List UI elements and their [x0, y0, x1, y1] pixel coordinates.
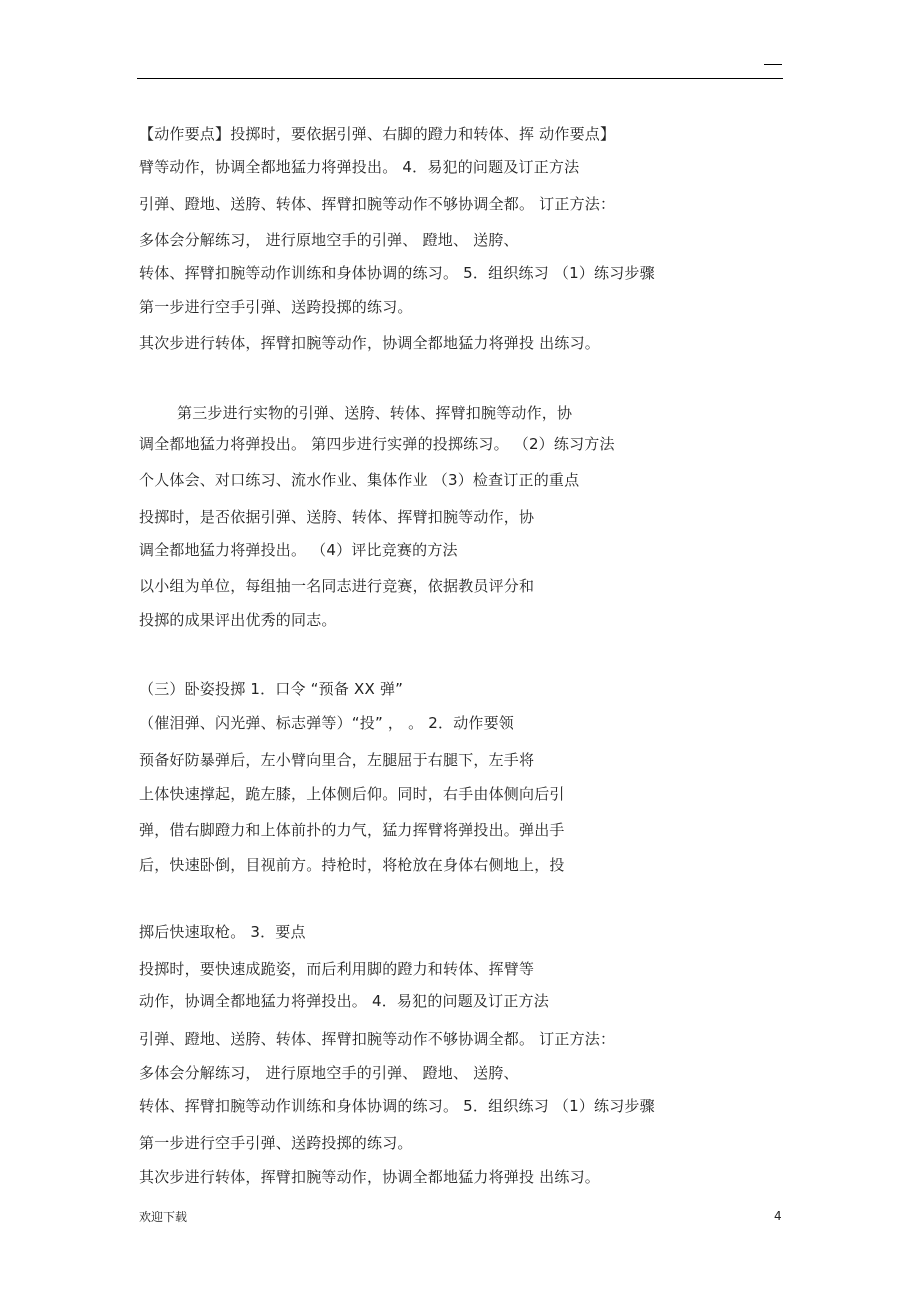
text-line: 个人体会、对口练习、流水作业、集体作业 （3）检查订正的重点 — [139, 471, 580, 489]
text-line: 引弹、蹬地、送胯、转体、挥臂扣腕等动作不够协调全都。 订正方法： — [139, 195, 616, 213]
text-line: 【动作要点】投掷时，要依据引弹、右脚的蹬力和转体、挥 动作要点】 — [139, 125, 616, 143]
text-line: 多体会分解练习， 进行原地空手的引弹、 蹬地、 送胯、 — [139, 1064, 519, 1082]
header-dash — [764, 64, 782, 65]
text-line: 第一步进行空手引弹、送跨投掷的练习。 — [139, 1134, 413, 1152]
footer-download-text: 欢迎下载 — [139, 1210, 188, 1224]
text-line: 调全都地猛力将弹投出。 第四步进行实弹的投掷练习。 （2）练习方法 — [139, 435, 615, 453]
header-rule — [137, 78, 783, 79]
text-line: 预备好防暴弹后，左小臂向里合，左腿屈于右腿下，左手将 — [139, 751, 535, 769]
text-line: 其次步进行转体，挥臂扣腕等动作，协调全都地猛力将弹投 出练习。 — [139, 334, 600, 352]
text-line: 投掷的成果评出优秀的同志。 — [139, 611, 337, 629]
text-line: 其次步进行转体，挥臂扣腕等动作，协调全都地猛力将弹投 出练习。 — [139, 1168, 600, 1186]
text-line: 掷后快速取枪。 3．要点 — [139, 923, 306, 941]
text-line: 第一步进行空手引弹、送跨投掷的练习。 — [139, 298, 413, 316]
text-line: 弹，借右脚蹬力和上体前扑的力气，猛力挥臂将弹投出。弹出手 — [139, 821, 565, 839]
text-line: 上体快速撑起，跪左膝，上体侧后仰。同时，右手由体侧向后引 — [139, 785, 565, 803]
text-line: 动作，协调全都地猛力将弹投出。 4．易犯的问题及订正方法 — [139, 992, 549, 1010]
text-line: 投掷时，要快速成跪姿，而后利用脚的蹬力和转体、挥臂等 — [139, 960, 535, 978]
text-line: 投掷时，是否依据引弹、送胯、转体、挥臂扣腕等动作，协 — [139, 508, 535, 526]
section-heading: （三）卧姿投掷 1．口令 “预备 XX 弹” — [139, 680, 404, 698]
text-line: 引弹、蹬地、送胯、转体、挥臂扣腕等动作不够协调全都。 订正方法： — [139, 1030, 616, 1048]
text-line: 臂等动作，协调全都地猛力将弹投出。 4．易犯的问题及订正方法 — [139, 158, 580, 176]
text-line: 以小组为单位，每组抽一名同志进行竞赛，依据教员评分和 — [139, 577, 535, 595]
text-line: 多体会分解练习， 进行原地空手的引弹、 蹬地、 送胯、 — [139, 231, 519, 249]
page-number: 4 — [774, 1209, 782, 1223]
text-line: 后，快速卧倒，目视前方。持枪时，将枪放在身体右侧地上，投 — [139, 856, 565, 874]
text-line: 转体、挥臂扣腕等动作训练和身体协调的练习。 5．组织练习 （1）练习步骤 — [139, 264, 655, 282]
text-line: 调全都地猛力将弹投出。 （4）评比竞赛的方法 — [139, 541, 458, 559]
text-line: 第三步进行实物的引弹、送胯、转体、挥臂扣腕等动作，协 — [177, 404, 573, 422]
text-line: （催泪弹、闪光弹、标志弹等）“投” ， 。 2．动作要领 — [139, 714, 514, 732]
text-line: 转体、挥臂扣腕等动作训练和身体协调的练习。 5．组织练习 （1）练习步骤 — [139, 1097, 655, 1115]
